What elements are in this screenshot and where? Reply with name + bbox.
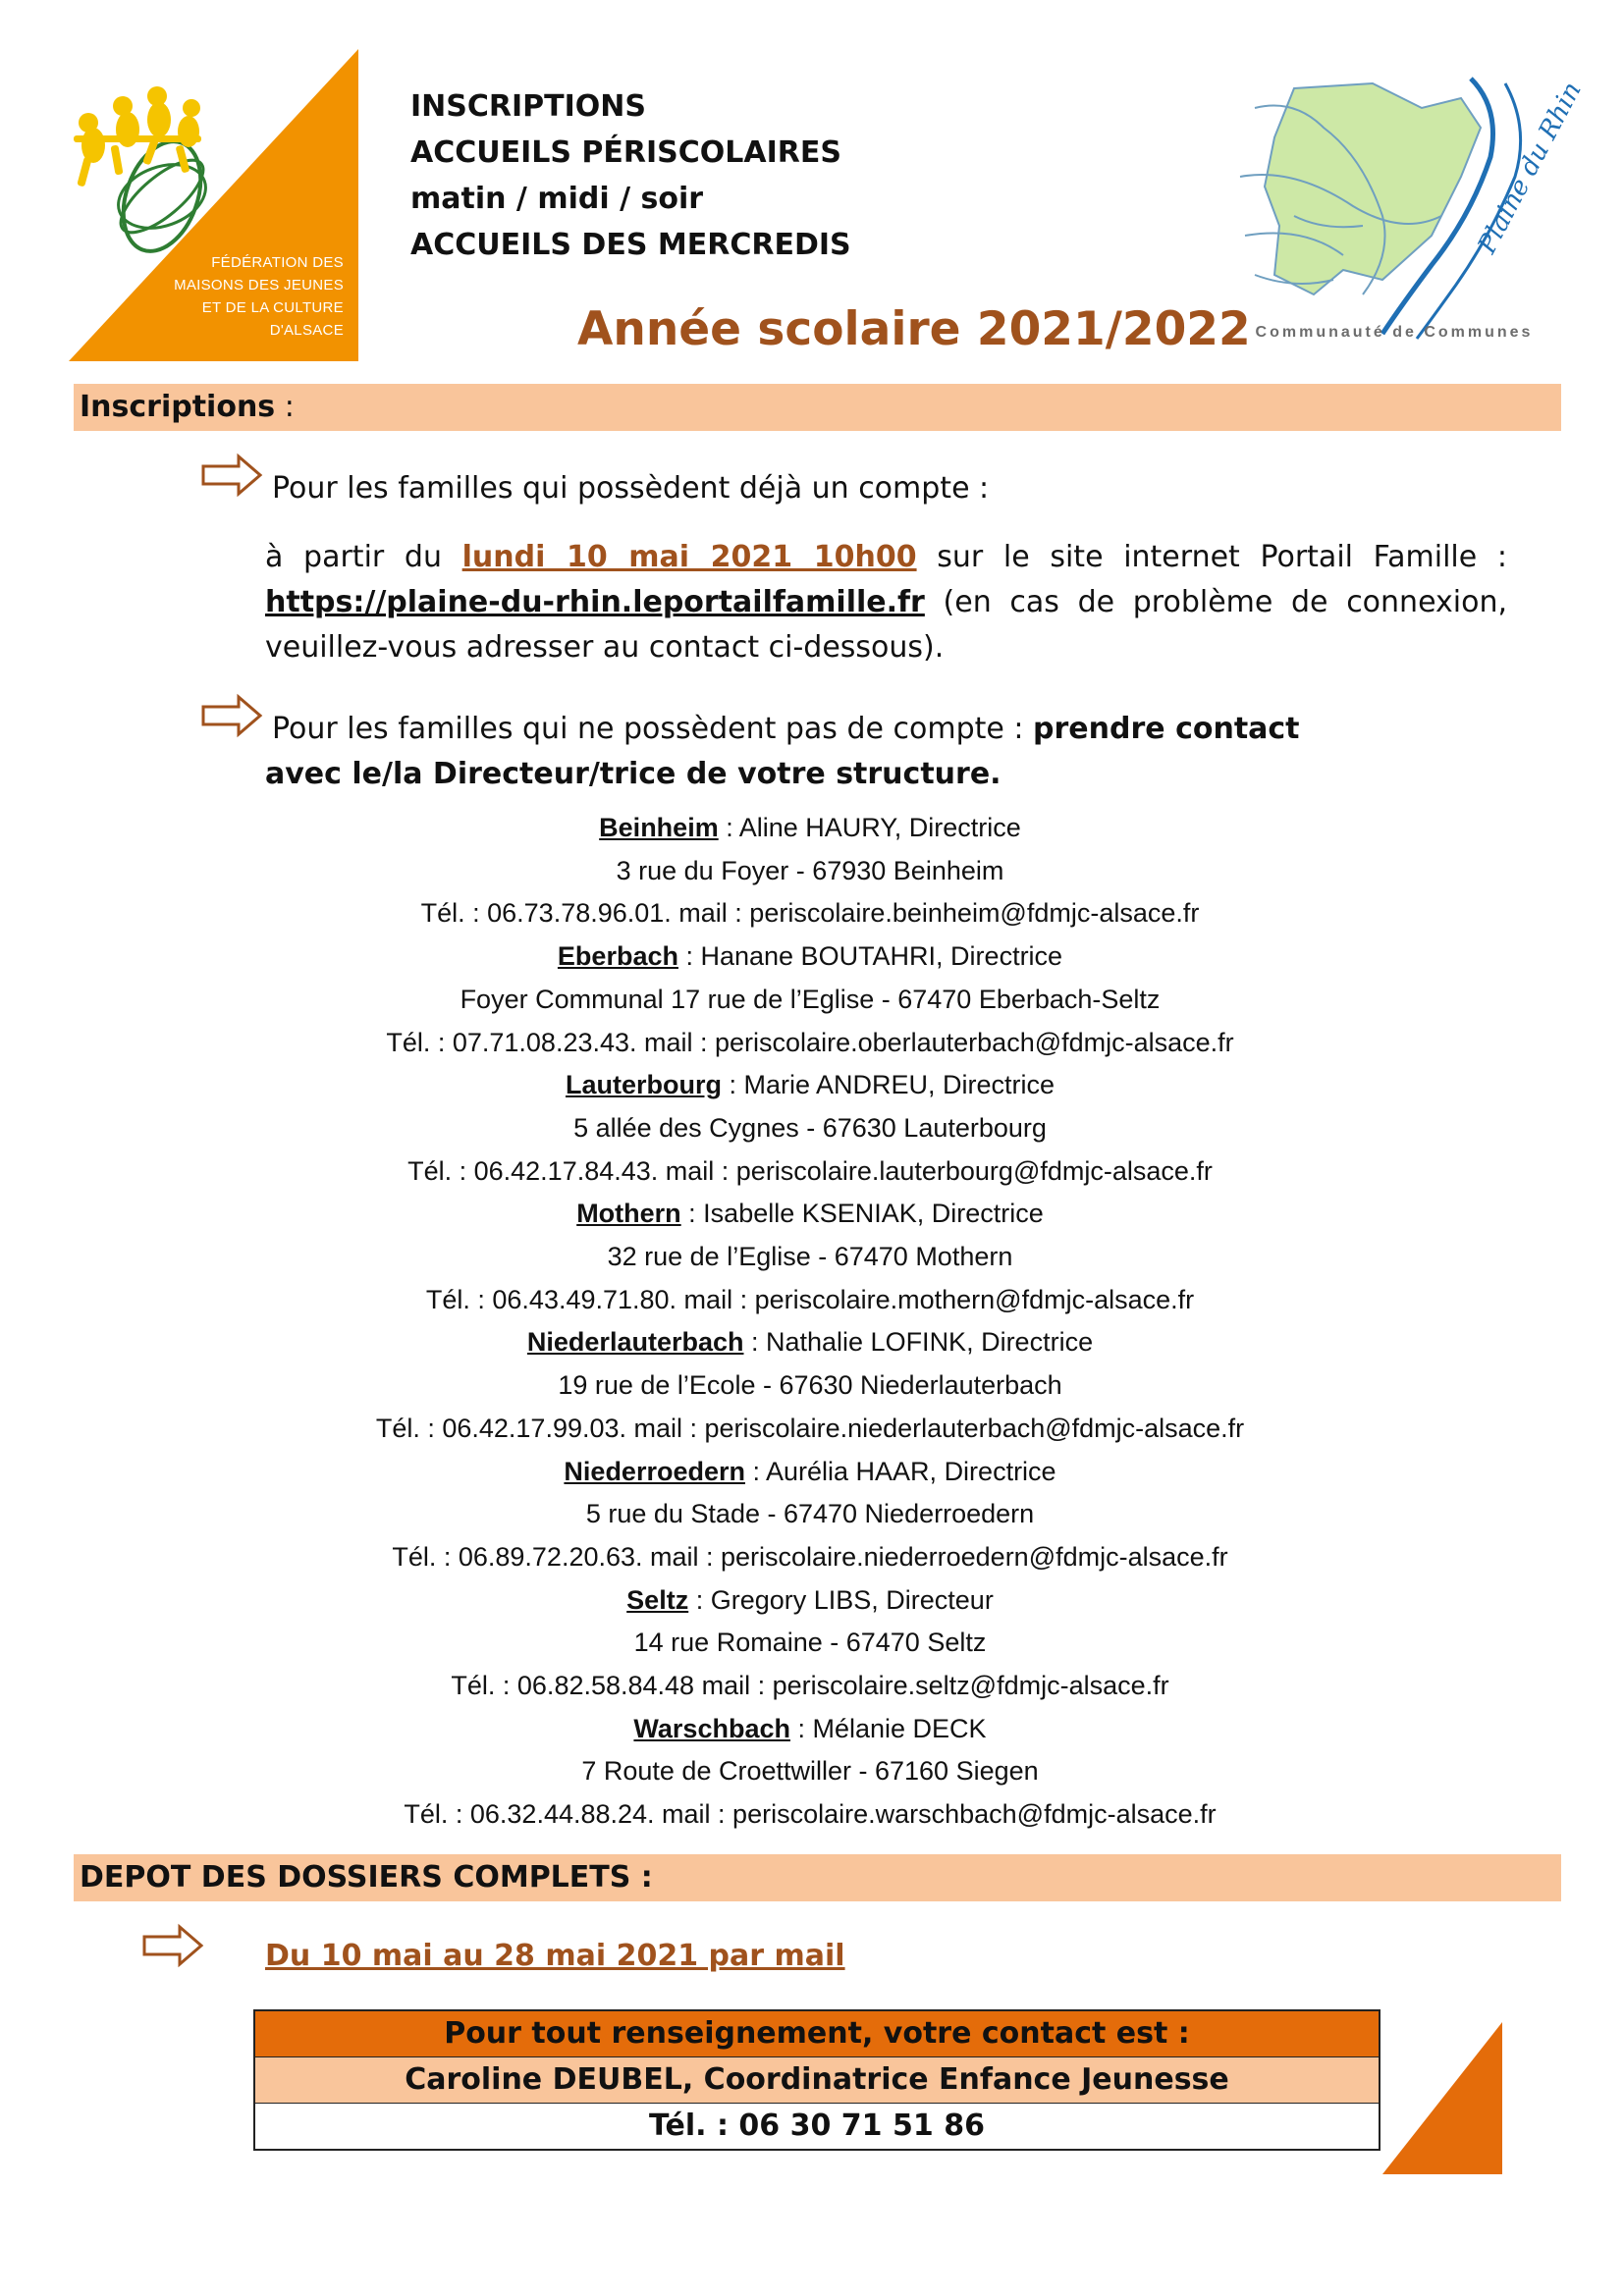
existing-account-intro: Pour les familles qui possèdent déjà un compte : xyxy=(272,471,990,506)
contact-phone-mail: Tél. : 06.73.78.96.01. mail : periscolaire.beinheim@fdmjc-alsace.fr xyxy=(420,898,1200,929)
arrow-right-icon xyxy=(201,694,262,737)
contact-phone-mail: Tél. : 06.89.72.20.63. mail : periscolaire.niederroedern@fdmjc-alsace.fr xyxy=(392,1541,1228,1572)
contact-name-line xyxy=(196,807,1424,850)
town-name: Seltz xyxy=(626,1584,689,1615)
director-name: : Isabelle KSENIAK, Directrice xyxy=(680,1199,1044,1229)
contact-address: Foyer Communal 17 rue de l’Eglise - 67470 Eberbach-Seltz xyxy=(460,984,1161,1014)
contact-phone-mail: Tél. : 06.42.17.99.03. mail : periscolaire.niederlauterbach@fdmjc-alsace.fr xyxy=(375,1413,1245,1443)
logo-line: FÉDÉRATION DES xyxy=(211,254,344,271)
contact-address: 5 allée des Cygnes - 67630 Lauterbourg xyxy=(573,1112,1047,1143)
contact-phone-mail: Tél. : 06.32.44.88.24. mail : periscolaire.warschbach@fdmjc-alsace.fr xyxy=(404,1799,1217,1830)
director-name: : Mélanie DECK xyxy=(789,1713,987,1743)
contact-phone-mail: Tél. : 06.82.58.84.48 mail : periscolaire.seltz@fdmjc-alsace.fr xyxy=(451,1671,1169,1701)
town-name: Warschbach xyxy=(633,1713,790,1743)
director-name: : Marie ANDREU, Directrice xyxy=(721,1070,1056,1100)
header-line: ACCUEILS DES MERCREDIS xyxy=(410,228,851,262)
depot-title: DEPOT DES DOSSIERS COMPLETS : xyxy=(80,1860,653,1895)
town-name: Eberbach xyxy=(557,941,678,972)
director-name: : Aline HAURY, Directrice xyxy=(718,813,1021,842)
director-name: : Aurélia HAAR, Directrice xyxy=(744,1456,1056,1486)
registration-date: lundi 10 mai 2021 10h00 xyxy=(461,540,917,574)
contact-address: 14 rue Romaine - 67470 Seltz xyxy=(633,1628,987,1658)
town-name: Beinheim xyxy=(599,813,719,842)
contact-phone-mail: Tél. : 06.43.49.71.80. mail : periscolaire.mothern@fdmjc-alsace.fr xyxy=(425,1284,1195,1314)
contact-name-line xyxy=(196,1579,1424,1623)
logo-line: ET DE LA CULTURE xyxy=(201,299,344,316)
arrow-right-icon xyxy=(142,1924,203,1967)
logo-line: D'ALSACE xyxy=(269,322,344,339)
town-name: Niederlauterbach xyxy=(526,1327,744,1358)
director-name: : Hanane BOUTAHRI, Directrice xyxy=(677,941,1063,972)
text-span: Pour les familles qui ne possèdent pas de compte : xyxy=(272,712,1034,746)
contact-box-heading: Pour tout renseignement, votre contact est : xyxy=(255,2011,1379,2057)
depot-dates: Du 10 mai au 28 mai 2021 par mail xyxy=(265,1939,845,1973)
contact-list xyxy=(196,807,1424,1837)
logo-text xyxy=(147,251,344,342)
contact-box xyxy=(253,2009,1380,2151)
portal-link[interactable]: https://plaine-du-rhin.leportailfamille.fr xyxy=(265,585,925,619)
director-name: : Nathalie LOFINK, Directrice xyxy=(743,1327,1094,1358)
contact-address: 32 rue de l’Eglise - 67470 Mothern xyxy=(607,1242,1013,1272)
map-river-label: Plaine du Rhin xyxy=(1472,77,1588,259)
contact-box-name: Caroline DEUBEL, Coordinatrice Enfance Jeunesse xyxy=(255,2057,1379,2104)
section-title-colon: : xyxy=(275,390,295,424)
contact-address: 3 rue du Foyer - 67930 Beinheim xyxy=(616,855,1004,885)
arrow-right-icon xyxy=(201,454,262,497)
corner-triangle xyxy=(1382,2022,1502,2174)
contact-box-phone: Tél. : 06 30 71 51 86 xyxy=(255,2104,1379,2149)
header-title xyxy=(410,83,851,268)
director-name: : Gregory LIBS, Directeur xyxy=(688,1584,994,1615)
town-name: Lauterbourg xyxy=(565,1070,722,1100)
text-span: prendre contact xyxy=(1033,712,1300,746)
existing-account-text xyxy=(265,535,1507,670)
new-account-intro xyxy=(272,712,1300,746)
map-caption: Communauté de Communes xyxy=(1255,324,1534,341)
contact-name-line xyxy=(196,1708,1424,1751)
section-title xyxy=(74,390,295,424)
contact-name-line xyxy=(196,935,1424,979)
inscriptions-band xyxy=(74,384,1561,431)
contact-phone-mail: Tél. : 06.42.17.84.43. mail : periscolaire.lauterbourg@fdmjc-alsace.fr xyxy=(407,1155,1213,1186)
section-title-text: Inscriptions xyxy=(80,390,276,424)
new-account-bold: avec le/la Directeur/trice de votre structure. xyxy=(265,757,1001,791)
town-name: Mothern xyxy=(576,1199,681,1229)
contact-phone-mail: Tél. : 07.71.08.23.43. mail : periscolaire.oberlauterbach@fdmjc-alsace.fr xyxy=(386,1027,1234,1057)
header-line: INSCRIPTIONS xyxy=(410,89,646,124)
text-span: sur le site internet Portail Famille : xyxy=(916,540,1507,574)
contact-name-line xyxy=(196,1451,1424,1494)
contact-address: 19 rue de l’Ecole - 67630 Niederlauterbach xyxy=(558,1370,1062,1401)
map-logo xyxy=(1235,69,1588,344)
contact-name-line xyxy=(196,1064,1424,1107)
logo-line: MAISONS DES JEUNES xyxy=(174,277,344,294)
header-line: matin / midi / soir xyxy=(410,182,704,216)
contact-address: 5 rue du Stade - 67470 Niederroedern xyxy=(585,1499,1035,1529)
contact-address: 7 Route de Croettwiller - 67160 Siegen xyxy=(581,1756,1039,1787)
text-span: (en cas de problème de connexion, veuillez-vous adresser au contact ci-dessous). xyxy=(265,585,1507,665)
contact-name-line xyxy=(196,1321,1424,1364)
text-span: à partir du xyxy=(265,540,462,574)
school-year: Année scolaire 2021/2022 xyxy=(577,302,1251,356)
contact-name-line xyxy=(196,1193,1424,1236)
depot-band xyxy=(74,1854,1561,1901)
header-line: ACCUEILS PÉRISCOLAIRES xyxy=(410,135,841,170)
town-name: Niederroedern xyxy=(564,1456,745,1486)
